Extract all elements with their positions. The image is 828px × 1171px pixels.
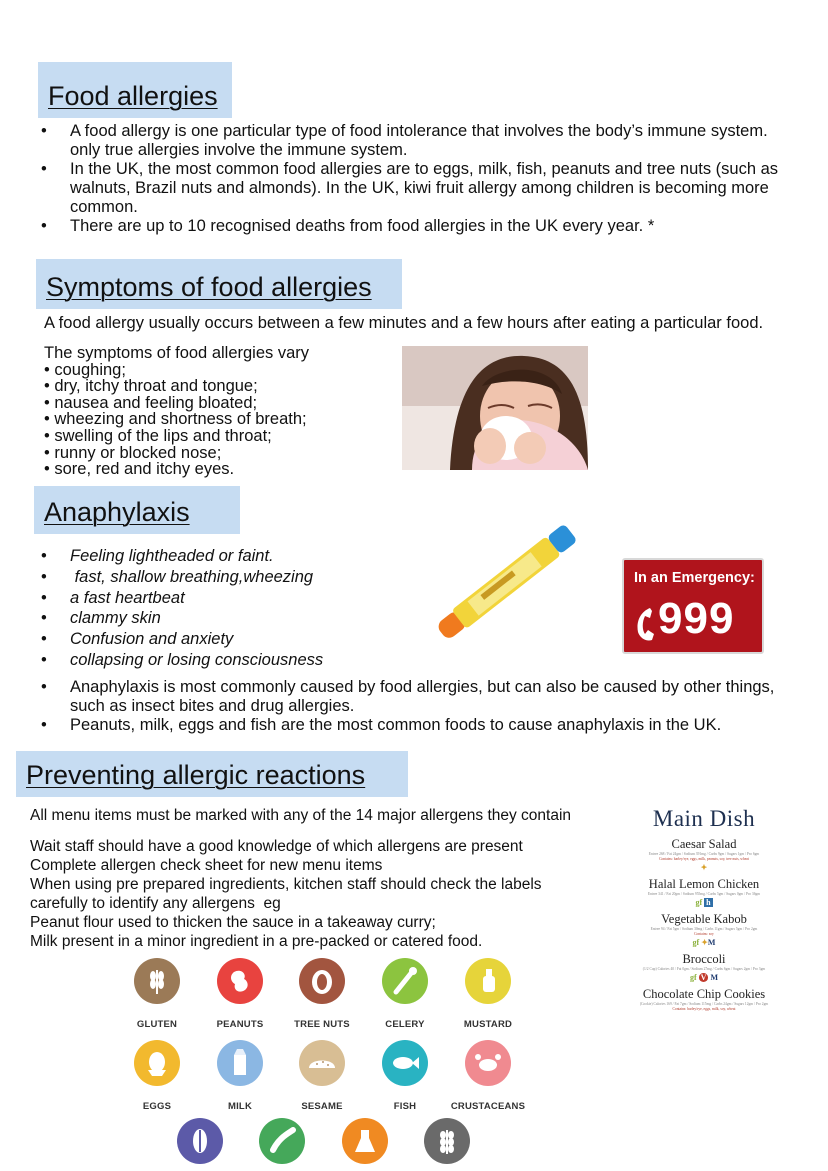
phone-icon bbox=[632, 604, 658, 644]
menu-dish bbox=[598, 952, 810, 983]
allergen-label: TREE NUTS bbox=[294, 1019, 350, 1030]
dish-name: Broccoli bbox=[682, 952, 726, 966]
allergen-crustaceans bbox=[438, 1040, 538, 1112]
emergency-title: In an Emergency: bbox=[634, 570, 755, 586]
heading-text: Preventing allergic reactions bbox=[26, 760, 366, 790]
allergen-label: CRUSTACEANS bbox=[450, 1101, 526, 1112]
list-item: • wheezing and shortness of breath; bbox=[44, 410, 307, 429]
allergen-label: CELERY bbox=[385, 1019, 425, 1030]
preventing-line: Milk present in a minor ingredient in a pre-packed or catered food. bbox=[30, 933, 483, 950]
dish-tags: gf ✦M bbox=[692, 938, 716, 947]
list-item: • nausea and feeling bloated; bbox=[44, 393, 258, 412]
dish-contains: Contains: barley/rye, eggs, milk, peanuts, soy, tree nuts, wheat bbox=[659, 857, 749, 861]
menu-dish bbox=[598, 912, 810, 948]
wheat-icon bbox=[134, 958, 180, 1004]
preventing-line: When using pre prepared ingredients, kitchen staff should check the labels bbox=[30, 876, 542, 893]
heading-text: Symptoms of food allergies bbox=[46, 272, 372, 302]
emergency-number: 999 bbox=[658, 594, 735, 643]
dish-name: Chocolate Chip Cookies bbox=[642, 987, 766, 1001]
section-heading-symptoms bbox=[36, 259, 402, 309]
list-item: • Anaphylaxis is most commonly caused by food allergies, but can also be caused by other things, such as insect bites and drug allergies. bbox=[40, 678, 780, 716]
allergen-label: EGGS bbox=[142, 1101, 172, 1112]
list-item: • collapsing or losing consciousness bbox=[40, 650, 420, 671]
list-item: • clammy skin bbox=[40, 608, 420, 629]
crab-icon bbox=[465, 1040, 511, 1086]
menu-dish bbox=[598, 837, 810, 873]
dish-name: Vegetable Kabob bbox=[661, 912, 747, 926]
menu-title: Main Dish bbox=[652, 806, 756, 831]
allergen-label: SESAME bbox=[301, 1101, 343, 1112]
list-item: • Feeling lightheaded or faint. bbox=[40, 546, 420, 567]
epipen-image bbox=[418, 520, 596, 644]
symptoms-intro: A food allergy usually occurs between a few minutes and a few hours after eating a particular food. bbox=[44, 314, 764, 332]
heading-text: Food allergies bbox=[48, 81, 218, 111]
dish-nutrition: Entree 341 / Fat 20gm / Sodium 955mg / Carbs 5gm / Sugars 0gm / Pro 36gm bbox=[647, 892, 761, 896]
anaphylaxis-facts-list bbox=[40, 678, 780, 735]
symptoms-lead: The symptoms of food allergies vary bbox=[44, 344, 310, 362]
menu-card bbox=[598, 806, 810, 1012]
list-item: • coughing; bbox=[44, 360, 126, 379]
dish-contains: Contains: soy bbox=[694, 932, 714, 936]
list-item: • In the UK, the most common food allergies are to eggs, milk, fish, peanuts and tree nuts (such as walnuts, Brazil nuts and almonds). In the UK, kiwi fruit allergy among children is becoming more common. bbox=[40, 160, 780, 217]
section-heading-preventing bbox=[16, 751, 408, 797]
preventing-line: carefully to identify any allergens eg bbox=[30, 895, 281, 912]
milk-icon bbox=[217, 1040, 263, 1086]
dish-tags: ✦ bbox=[700, 863, 708, 872]
sulphites-icon bbox=[342, 1118, 388, 1164]
celery-icon bbox=[382, 958, 428, 1004]
preventing-line: All menu items must be marked with any of the 14 major allergens they contain bbox=[30, 807, 572, 824]
menu-dish bbox=[598, 987, 810, 1012]
allergen-label: MILK bbox=[227, 1101, 253, 1112]
list-item: • There are up to 10 recognised deaths from food allergies in the UK every year. * bbox=[40, 217, 780, 236]
list-item: • dry, itchy throat and tongue; bbox=[44, 377, 258, 396]
allergen-label: FISH bbox=[393, 1101, 417, 1112]
dish-nutrition: (1/2 Cup) Calories 40 / Fat 0gm / Sodium 27mg / Carbs 6gm / Sugars 2gm / Pro 3gm bbox=[642, 967, 766, 971]
preventing-line: Complete allergen check sheet for new menu items bbox=[30, 857, 383, 874]
list-item: • Peanuts, milk, eggs and fish are the most common foods to cause anaphylaxis in the UK. bbox=[40, 716, 780, 735]
preventing-line: Peanut flour used to thicken the sauce in a takeaway curry; bbox=[30, 914, 436, 931]
dish-name: Halal Lemon Chicken bbox=[648, 877, 760, 891]
sesame-icon bbox=[299, 1040, 345, 1086]
list-item: • swelling of the lips and throat; bbox=[44, 426, 272, 445]
allergen-label: MUSTARD bbox=[463, 1019, 513, 1030]
list-item: • A food allergy is one particular type of food intolerance that involves the body’s immune system. only true allergies involve the immune system. bbox=[40, 122, 780, 160]
heading-text: Anaphylaxis bbox=[44, 497, 190, 527]
emergency-sign bbox=[622, 558, 764, 654]
dish-tags: gf V M bbox=[689, 973, 718, 982]
dish-nutrition: (Cookie) Calories 169 / Fat 7gm / Sodium 115mg / Carbs 24gm / Sugars 12gm / Pro 2gm bbox=[639, 1002, 769, 1006]
section-heading-anaphylaxis bbox=[34, 486, 240, 534]
mustard-icon bbox=[465, 958, 511, 1004]
lupin-icon bbox=[259, 1118, 305, 1164]
menu-dish bbox=[598, 877, 810, 908]
food-allergies-list bbox=[40, 122, 780, 236]
sick-girl-photo bbox=[402, 346, 588, 470]
dish-nutrition: Entree 268 / Fat 24gm / Sodium 391mg / Carbs 9gm / Sugars 1gm / Pro 6gm bbox=[648, 852, 760, 856]
egg-icon bbox=[134, 1040, 180, 1086]
allergen-grain bbox=[397, 1118, 497, 1164]
list-item: • Confusion and anxiety bbox=[40, 629, 420, 650]
peanut-icon bbox=[217, 958, 263, 1004]
list-item: • a fast heartbeat bbox=[40, 588, 420, 609]
list-item: • runny or blocked nose; bbox=[44, 443, 222, 462]
fish-icon bbox=[382, 1040, 428, 1086]
list-item: • fast, shallow breathing,wheezing bbox=[40, 567, 420, 588]
dish-nutrition: Entree 94 / Fat 5gm / Sodium 30mg / Carbs 11gm / Sugars 5gm / Pro 2gm bbox=[650, 927, 758, 931]
symptoms-list bbox=[44, 345, 309, 478]
dish-name: Caesar Salad bbox=[671, 837, 737, 851]
mollusc-icon bbox=[177, 1118, 223, 1164]
section-heading-food-allergies bbox=[38, 62, 232, 118]
anaphylaxis-signs-list bbox=[40, 546, 420, 671]
list-item: • sore, red and itchy eyes. bbox=[44, 460, 235, 479]
grain-icon bbox=[424, 1118, 470, 1164]
preventing-line: Wait staff should have a good knowledge of which allergens are present bbox=[30, 838, 523, 855]
allergen-label: PEANUTS bbox=[216, 1019, 264, 1030]
dish-tags: gf h bbox=[695, 898, 711, 907]
dish-contains: Contains: barley/rye, eggs, milk, soy, wheat bbox=[672, 1007, 736, 1011]
allergen-label: GLUTEN bbox=[136, 1019, 178, 1030]
allergen-mustard bbox=[438, 958, 538, 1030]
tree-nut-icon bbox=[299, 958, 345, 1004]
